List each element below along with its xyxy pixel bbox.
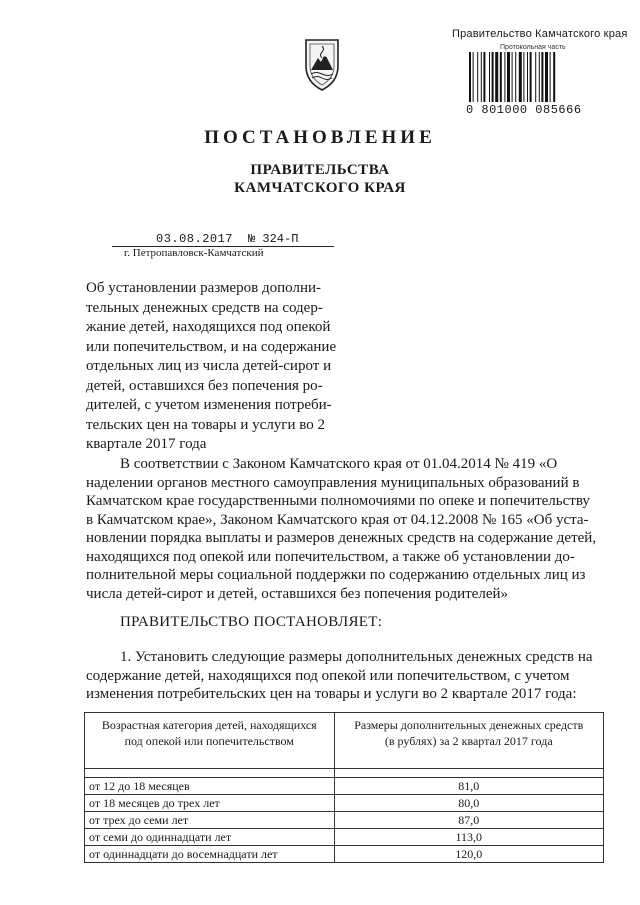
header-text: под опекой или попечительством xyxy=(124,734,294,748)
preamble-line: полнительной меры социальной поддержки по содержанию отдельных лиц из xyxy=(86,567,586,583)
preamble-line: наделении органов местного самоуправления муниципальных образований в xyxy=(86,474,580,491)
kamchatka-emblem-icon xyxy=(302,36,342,92)
preamble-line: числа детей-сирот и детей, оставшихся без попечения родителей» xyxy=(86,585,509,602)
table-row xyxy=(85,829,604,846)
header-amount xyxy=(334,713,603,769)
subject-line: квартале 2017 года xyxy=(86,436,207,452)
subject-line: или попечительством, и на содержание xyxy=(86,338,337,355)
barcode-number: 0 801000 085666 xyxy=(466,103,582,117)
document-title: ПОСТАНОВЛЕНИЕ xyxy=(204,127,436,148)
document-subtitle-line1: ПРАВИТЕЛЬСТВА xyxy=(250,162,390,178)
age-category-cell: от 18 месяцев до трех лет xyxy=(85,795,335,812)
amount-cell: 81,0 xyxy=(334,778,603,795)
item-1-line: содержание детей, находящихся под опекой или попечительством, с учетом xyxy=(86,667,570,684)
table-header-row xyxy=(85,713,604,769)
document-number: № 324-П xyxy=(248,232,299,246)
subject-line: отдельных лиц из числа детей-сирот и xyxy=(86,358,332,374)
document-date: 03.08.2017 xyxy=(156,232,234,246)
subject-line: жание детей, находящихся под опекой xyxy=(86,319,331,335)
amount-cell: 80,0 xyxy=(334,795,603,812)
age-category-cell: от семи до одиннадцати лет xyxy=(85,829,335,846)
preamble-line: новлении порядка выплаты и размеров денежных средств на содержание детей, xyxy=(86,530,597,546)
age-category-cell: от 12 до 18 месяцев xyxy=(85,778,335,795)
subject-line: детей, оставшихся без попечения ро- xyxy=(86,377,323,394)
item-1-paragraph xyxy=(86,648,600,704)
item-1-line: изменения потребительских цен на товары и услуги во 2 квартале 2017 года: xyxy=(86,686,577,702)
header-text: Возрастная категория детей, находящихся xyxy=(101,718,317,732)
subject-line: тельных денежных средств на содер- xyxy=(86,299,323,316)
stamp-organization: Правительство Камчатского края xyxy=(452,28,628,40)
preamble-paragraph xyxy=(86,455,600,603)
document-subtitle-line2: КАМЧАТСКОГО КРАЯ xyxy=(234,180,406,196)
header-text: (в рублях) за 2 квартал 2017 года xyxy=(384,734,553,748)
subject-line: Об установлении размеров дополни- xyxy=(86,280,322,296)
amount-cell: 120,0 xyxy=(334,846,603,863)
preamble-line: находящихся под опекой или попечительством, а также об установлении до- xyxy=(86,548,575,565)
barcode-image xyxy=(468,52,584,102)
table-row xyxy=(85,778,604,795)
decree-heading: ПРАВИТЕЛЬСТВО ПОСТАНОВЛЯЕТ: xyxy=(120,614,383,630)
preamble-line: в Камчатском крае», Законом Камчатского края от 04.12.2008 № 165 «Об уста- xyxy=(86,511,589,528)
table-row xyxy=(85,846,604,863)
item-1-line: 1. Установить следующие размеры дополнительных денежных средств на xyxy=(120,649,593,665)
header-age-category xyxy=(85,713,335,769)
amount-cell: 113,0 xyxy=(334,829,603,846)
stamp-part: Протокольная часть xyxy=(500,44,566,51)
amount-cell: 87,0 xyxy=(334,812,603,829)
table-row xyxy=(85,795,604,812)
subject-line: тельских цен на товары и услуги во 2 xyxy=(86,416,325,433)
subject-line: дителей, с учетом изменения потреби- xyxy=(86,397,332,413)
amounts-table xyxy=(84,712,604,863)
document-city: г. Петропавловск-Камчатский xyxy=(124,247,264,259)
age-category-cell: от трех до семи лет xyxy=(85,812,335,829)
table-row xyxy=(85,812,604,829)
header-text: Размеры дополнительных денежных средств xyxy=(354,718,584,732)
preamble-line: В соответствии с Законом Камчатского края от 01.04.2014 № 419 «О xyxy=(120,456,558,472)
age-category-cell: от одиннадцати до восемнадцати лет xyxy=(85,846,335,863)
preamble-line: Камчатском крае государственными полномочиями по опеке и попечительству xyxy=(86,493,590,509)
table-spacer-row xyxy=(85,769,604,778)
document-subject xyxy=(86,279,366,455)
